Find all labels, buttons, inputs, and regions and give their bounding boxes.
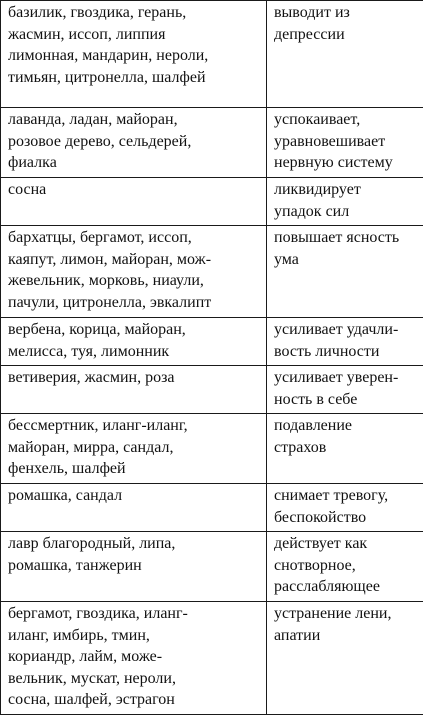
- plants-line: фенхель, шалфей: [8, 458, 262, 480]
- effect-line: упадок сил: [274, 201, 423, 223]
- effect-cell: [267, 108, 423, 178]
- effect-line: устранение лени,: [274, 603, 423, 625]
- table-row: [1, 484, 423, 532]
- plants-line: бархатцы, бергамот, иссоп,: [8, 227, 262, 249]
- table-row: [1, 366, 423, 414]
- plants-line: ветиверия, жасмин, роза: [8, 367, 262, 389]
- effect-cell: [267, 532, 423, 602]
- plants-cell: [1, 1, 267, 108]
- plants-line: фиалка: [8, 152, 262, 174]
- plants-line: тимьян, цитронелла, шалфей: [8, 67, 262, 89]
- effect-line: уравновешивает: [274, 131, 423, 153]
- plants-line: вербена, корица, майоран,: [8, 319, 262, 341]
- effect-line: снотворное,: [274, 555, 423, 577]
- plants-cell: [1, 484, 267, 532]
- effect-line: снимает тревогу,: [274, 485, 423, 507]
- table-row: [1, 178, 423, 226]
- table-row: [1, 414, 423, 484]
- effect-line: усиливает удачли-: [274, 319, 423, 341]
- table-row: [1, 318, 423, 366]
- table-row: [1, 602, 423, 715]
- plants-line: иланг, имбирь, тмин,: [8, 625, 262, 647]
- effect-cell: [267, 178, 423, 226]
- plants-line: жасмин, иссоп, липпия: [8, 24, 262, 46]
- plants-line: базилик, гвоздика, герань,: [8, 2, 262, 24]
- plants-line: жевельник, морковь, ниаули,: [8, 270, 262, 292]
- effect-cell: [267, 414, 423, 484]
- table-row: [1, 532, 423, 602]
- effect-line: депрессии: [274, 24, 423, 46]
- plants-line: ромашка, танжерин: [8, 555, 262, 577]
- effect-line: нервную систему: [274, 152, 423, 174]
- plants-cell: [1, 414, 267, 484]
- effect-line: действует как: [274, 533, 423, 555]
- plants-line: ромашка, сандал: [8, 485, 262, 507]
- effect-cell: [267, 484, 423, 532]
- plants-line: сосна: [8, 179, 262, 201]
- plants-line: лимонная, мандарин, нероли,: [8, 45, 262, 67]
- effect-line: выводит из: [274, 2, 423, 24]
- effect-line: вость личности: [274, 341, 423, 363]
- plants-cell: [1, 226, 267, 318]
- plants-line: пачули, цитронелла, эвкалипт: [8, 292, 262, 314]
- plants-cell: [1, 532, 267, 602]
- effect-cell: [267, 318, 423, 366]
- plants-cell: [1, 366, 267, 414]
- plants-line: вельник, мускат, нероли,: [8, 668, 262, 690]
- plants-line: мелисса, туя, лимонник: [8, 341, 262, 363]
- plants-line: лаванда, ладан, майоран,: [8, 109, 262, 131]
- plants-cell: [1, 318, 267, 366]
- effect-line: повышает ясность: [274, 227, 423, 249]
- effect-line: подавление: [274, 415, 423, 437]
- effect-cell: [267, 602, 423, 715]
- plants-line: бессмертник, иланг-иланг,: [8, 415, 262, 437]
- plants-line: бергамот, гвоздика, иланг-: [8, 603, 262, 625]
- plants-line: розовое дерево, сельдерей,: [8, 131, 262, 153]
- effect-line: ума: [274, 249, 423, 271]
- plants-line: лавр благородный, липа,: [8, 533, 262, 555]
- effect-cell: [267, 366, 423, 414]
- plants-cell: [1, 602, 267, 715]
- effect-line: ликвидирует: [274, 179, 423, 201]
- effect-line: страхов: [274, 437, 423, 459]
- effect-cell: [267, 1, 423, 108]
- plants-line: кориандр, лайм, може-: [8, 646, 262, 668]
- table-row: [1, 1, 423, 108]
- effect-cell: [267, 226, 423, 318]
- table-row: [1, 226, 423, 318]
- plants-cell: [1, 178, 267, 226]
- plants-cell: [1, 108, 267, 178]
- plants-line: каяпут, лимон, майоран, мож-: [8, 249, 262, 271]
- effect-line: апатии: [274, 625, 423, 647]
- plants-line: майоран, мирра, сандал,: [8, 437, 262, 459]
- effect-line: усиливает уверен-: [274, 367, 423, 389]
- table-row: [1, 108, 423, 178]
- effect-line: расслабляющее: [274, 576, 423, 598]
- effect-line: беспокойство: [274, 507, 423, 529]
- table-body: [1, 1, 423, 715]
- effect-line: успокаивает,: [274, 109, 423, 131]
- effect-line: ность в себе: [274, 389, 423, 411]
- plants-line: сосна, шалфей, эстрагон: [8, 689, 262, 711]
